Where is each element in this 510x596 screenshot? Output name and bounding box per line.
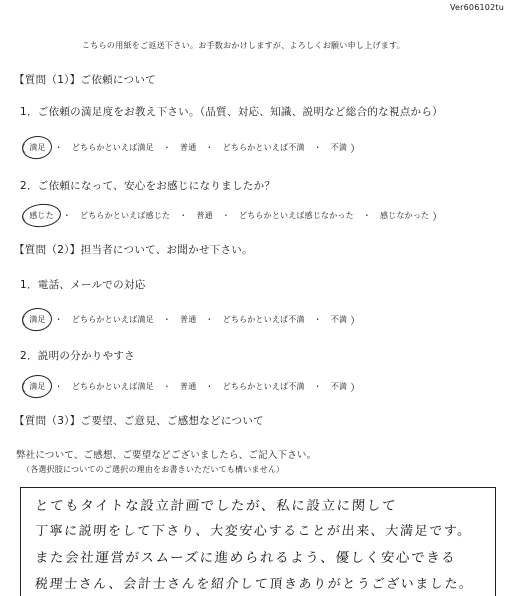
- comment-line: また会社運営がスムーズに進められるよう、優しく安心できる: [34, 550, 457, 566]
- selected-option[interactable]: 満足: [26, 142, 48, 153]
- comment-line: 丁寧に説明をして下さり、大変安心することが出来、大満足です。: [34, 524, 473, 539]
- option[interactable]: どちらかといえば不満: [222, 315, 305, 324]
- separator: ・: [205, 315, 214, 324]
- option[interactable]: どちらかといえば不満: [222, 382, 305, 391]
- option[interactable]: 普通: [180, 382, 197, 391]
- paren-open: （: [16, 144, 27, 155]
- choices-2-2: [16, 379, 360, 394]
- paren-close: ）: [350, 383, 361, 394]
- paren-close: ）: [432, 212, 443, 223]
- selected-option[interactable]: 満足: [26, 381, 48, 392]
- comment-line: 税理士さん、会計士さんを紹介して頂きありがとうございました。: [34, 577, 475, 592]
- question-2-2: 2．説明の分かりやすさ: [20, 350, 135, 362]
- section-2-title: 【質問（2）】担当者について、お聞かせ下さい。: [14, 244, 253, 256]
- option[interactable]: どちらかといえば満足: [71, 143, 154, 152]
- separator: ・: [54, 315, 63, 324]
- option[interactable]: 普通: [180, 315, 197, 324]
- question-1-2: 2．ご依頼になって、安心をお感じになりましたか？: [20, 180, 276, 192]
- separator: ・: [54, 143, 63, 152]
- option[interactable]: どちらかといえば不満: [222, 143, 305, 152]
- separator: ・: [62, 211, 72, 220]
- paren-open: （: [16, 316, 27, 327]
- separator: ・: [162, 315, 172, 324]
- section-3-title: 【質問（3）】ご要望、ご意見、ご感想などについて: [14, 415, 264, 427]
- option[interactable]: 感じなかった: [380, 211, 430, 220]
- question-2-1: 1．電話、メールでの対応: [20, 279, 146, 291]
- choices-2-1: [16, 312, 360, 327]
- option[interactable]: 普通: [180, 143, 197, 152]
- paren-open: （: [16, 383, 27, 394]
- option[interactable]: 不満: [330, 382, 348, 391]
- section-1-title: 【質問（1）】ご依頼について: [14, 74, 156, 86]
- choices-1-2: [16, 208, 442, 223]
- separator: ・: [54, 382, 63, 391]
- option[interactable]: 不満: [330, 315, 348, 324]
- comment-line: とてもタイトな設立計画でしたが、私に設立に関して: [34, 498, 398, 514]
- option[interactable]: どちらかといえば感じた: [80, 211, 171, 220]
- question-1-1: 1．ご依頼の満足度をお教え下さい。（品質、対応、知識、説明など総合的な視点から）: [20, 106, 443, 118]
- separator: ・: [313, 382, 322, 391]
- version-code: Ver606102tu: [449, 3, 504, 12]
- intro-text: こちらの用紙をご返送下さい。お手数おかけしますが、よろしくお願い申し上げます。: [82, 41, 406, 50]
- separator: ・: [179, 211, 188, 220]
- option[interactable]: どちらかといえば満足: [71, 382, 154, 391]
- paren-close: ）: [350, 316, 361, 327]
- separator: ・: [221, 211, 231, 220]
- separator: ・: [205, 382, 214, 391]
- selected-option[interactable]: 感じた: [26, 210, 57, 221]
- option[interactable]: 普通: [196, 211, 213, 220]
- comment-box: [20, 487, 496, 596]
- paren-open: （: [16, 212, 27, 223]
- separator: ・: [205, 143, 214, 152]
- option[interactable]: 不満: [330, 143, 348, 152]
- separator: ・: [313, 315, 322, 324]
- separator: ・: [162, 382, 172, 391]
- choices-1-1: [16, 140, 360, 155]
- separator: ・: [313, 143, 322, 152]
- comment-instructions: 弊社について、ご感想、ご要望などございましたら、ご記入下さい。: [16, 450, 317, 461]
- option[interactable]: どちらかといえば感じなかった: [239, 211, 354, 220]
- paren-close: ）: [350, 144, 361, 155]
- option[interactable]: どちらかといえば満足: [71, 315, 154, 324]
- selected-option[interactable]: 満足: [26, 314, 48, 325]
- separator: ・: [362, 211, 372, 220]
- separator: ・: [162, 143, 172, 152]
- comment-instructions-note: （各選択肢についてのご選択の理由をお書きいただいても構いません）: [22, 465, 285, 474]
